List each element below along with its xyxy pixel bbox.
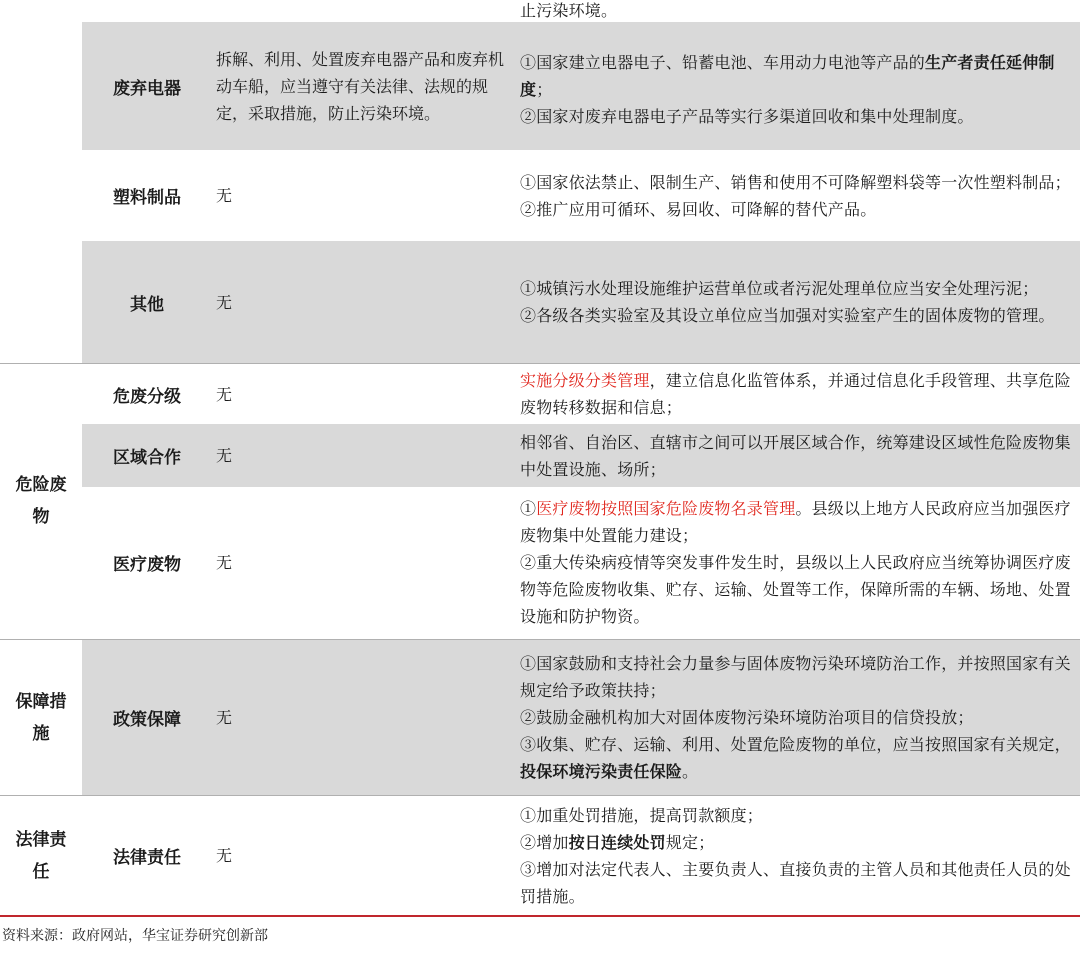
law-cell: 无 [216,446,233,465]
measure-cell [520,796,1072,915]
measure-text: ③增加对法定代表人、主要负责人、直接负责的主管人员和其他责任人员的处罚措施。 [520,859,1071,906]
measure-text: ②国家对废弃电器电子产品等实行多渠道回收和集中处理制度。 [520,106,974,126]
measure-cell [520,364,1072,424]
sub-category: 塑料制品 [113,188,181,208]
sub-category: 危废分级 [113,386,181,407]
measure-text: 。 [682,762,699,781]
measure-bold: 生产者责任延伸制度 [520,52,1055,99]
measure-text: ②各级各类实验室及其设立单位应当加强对实验室产生的固体废物的管理。 [520,306,1055,325]
law-cell: 无 [216,708,233,727]
group-label-support: 保障措施 [15,691,67,744]
measure-text: ① [520,499,537,518]
measure-text: ③收集、贮存、运输、利用、处置危险废物的单位，应当按照国家有关规定， [520,735,1071,754]
measure-text: ②重大传染病疫情等突发事件发生时，县级以上人民政府应当统筹协调医疗废物等危险废物收集、贮存、运输、处置等工作，保障所需的车辆、场地、处置设施和防护物资。 [520,553,1071,626]
sub-category: 区域合作 [113,448,181,468]
law-cell: 无 [216,384,233,404]
measure-red: 实施分级分类管理 [520,371,650,390]
group-label-hazardous: 危险废物 [15,475,67,527]
law-cell: 无 [216,846,233,865]
measure-cell [520,150,1072,241]
measure-text: ②推广应用可循环、易回收、可降解的替代产品。 [520,199,877,219]
measure-bold: 投保环境污染责任保险 [520,762,683,781]
measure-text: 相邻省、自治区、直辖市之间可以开展区域合作，统筹建设区域性危险废物集中处置设施、场所； [520,432,1071,479]
measure-cell [520,424,1072,487]
law-cell: 无 [216,292,233,312]
measure-text: ①城镇污水处理设施维护运营单位或者污泥处理单位应当安全处理污泥； [520,279,1039,298]
measure-bold: 按日连续处罚 [568,832,666,852]
measure-cell [520,640,1072,795]
measure-text: ②鼓励金融机构加大对固体废物污染环境防治项目的信贷投放； [520,708,974,727]
law-cell: 无 [216,553,233,572]
measure-text: 。县级以上地方人民政府应当加强医疗废物集中处置能力建设； [520,499,1071,545]
measure-text: ①国家鼓励和支持社会力量参与固体废物污染环境防治工作，并按照国家有关规定给予政策扶持； [520,654,1071,700]
measure-text: ①国家依法禁止、限制生产、销售和使用不可降解塑料袋等一次性塑料制品； [520,172,1071,192]
law-cell: 拆解、利用、处置废弃电器产品和废弃机动车船，应当遵守有关法律、法规的规定，采取措施，防止污染环境。 [216,49,505,123]
sub-category: 法律责任 [113,848,181,868]
measure-cell [520,487,1072,638]
top-fragment: 止污染环境。 [520,1,618,20]
measure-red: 医疗废物按照国家危险废物名录管理 [536,499,796,518]
sub-category: 废弃电器 [113,78,181,99]
sub-category: 其他 [130,294,164,315]
sub-category: 政策保障 [113,710,181,730]
group-label-legal: 法律责任 [15,829,67,882]
measure-text: ①国家建立电器电子、铅蓄电池、车用动力电池等产品的 [520,52,926,72]
bottom-rule [0,915,1080,917]
measure-text: ； [536,79,553,99]
measure-text: ①加重处罚措施，提高罚款额度； [520,805,764,825]
sub-category: 医疗废物 [113,555,181,575]
measure-cell [520,22,1072,150]
measure-cell [520,241,1072,363]
measure-text: ，建立信息化监管体系，并通过信息化手段管理、共享危险废物转移数据和信息； [520,371,1071,417]
source-note: 资料来源：政府网站，华宝证券研究创新部 [2,928,268,944]
measure-text: ②增加 [520,832,569,852]
measure-text: 规定； [665,832,715,852]
law-cell: 无 [216,186,233,205]
